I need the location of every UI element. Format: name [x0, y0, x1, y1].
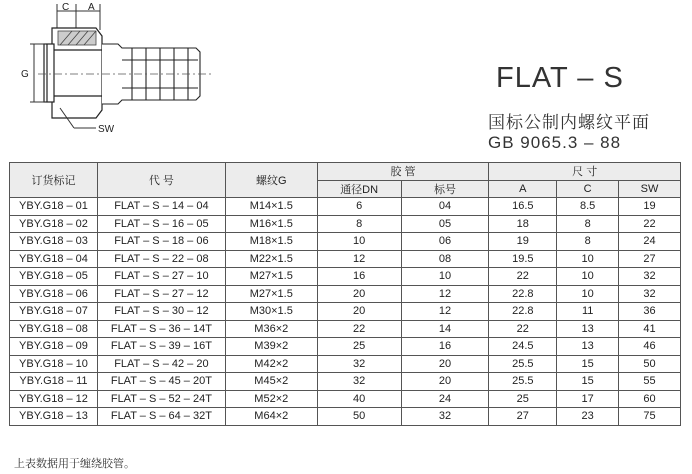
dim-label-g: G — [21, 69, 29, 80]
thread-cell: M42×2 — [225, 355, 317, 373]
hose-mark-cell: 05 — [401, 215, 489, 233]
table-row — [10, 285, 681, 303]
header-thread: 螺纹G — [225, 163, 317, 198]
hose-dn-cell: 32 — [317, 373, 401, 391]
sw-cell: 19 — [619, 198, 681, 216]
header-sw: SW — [619, 180, 681, 198]
order-code-cell: YBY.G18 – 12 — [10, 390, 98, 408]
c-cell: 8 — [557, 233, 619, 251]
c-cell: 15 — [557, 373, 619, 391]
product-title: FLAT – S — [496, 62, 624, 94]
nut-hatch — [58, 31, 96, 45]
hose-dn-cell: 16 — [317, 268, 401, 286]
table-row — [10, 198, 681, 216]
hose-mark-cell: 14 — [401, 320, 489, 338]
header-hose-group: 胶 管 — [317, 163, 489, 181]
thread-cell: M27×1.5 — [225, 285, 317, 303]
order-code-cell: YBY.G18 – 13 — [10, 408, 98, 426]
sw-cell: 32 — [619, 285, 681, 303]
sw-cell: 50 — [619, 355, 681, 373]
hose-mark-cell: 10 — [401, 268, 489, 286]
header-code: 代 号 — [97, 163, 225, 198]
code-cell: FLAT – S – 30 – 12 — [97, 303, 225, 321]
table-row — [10, 268, 681, 286]
dim-label-sw: SW — [98, 124, 115, 135]
sw-cell: 75 — [619, 408, 681, 426]
hose-mark-cell: 08 — [401, 250, 489, 268]
product-subtitle: 国标公制内螺纹平面 — [488, 113, 650, 132]
order-code-cell: YBY.G18 – 04 — [10, 250, 98, 268]
header-c: C — [557, 180, 619, 198]
order-code-cell: YBY.G18 – 02 — [10, 215, 98, 233]
sw-cell: 60 — [619, 390, 681, 408]
code-cell: FLAT – S – 42 – 20 — [97, 355, 225, 373]
a-cell: 16.5 — [489, 198, 557, 216]
c-cell: 15 — [557, 355, 619, 373]
c-cell: 13 — [557, 320, 619, 338]
thread-cell: M22×1.5 — [225, 250, 317, 268]
table-row — [10, 355, 681, 373]
table-row — [10, 338, 681, 356]
hose-dn-cell: 50 — [317, 408, 401, 426]
order-code-cell: YBY.G18 – 11 — [10, 373, 98, 391]
sw-cell: 36 — [619, 303, 681, 321]
hose-dn-cell: 8 — [317, 215, 401, 233]
c-cell: 8.5 — [557, 198, 619, 216]
thread-cell: M64×2 — [225, 408, 317, 426]
sw-cell: 32 — [619, 268, 681, 286]
hose-dn-cell: 25 — [317, 338, 401, 356]
code-cell: FLAT – S – 39 – 16T — [97, 338, 225, 356]
header-size-group: 尺 寸 — [489, 163, 681, 181]
hose-dn-cell: 20 — [317, 303, 401, 321]
a-cell: 22.8 — [489, 285, 557, 303]
hose-mark-cell: 20 — [401, 373, 489, 391]
c-cell: 10 — [557, 250, 619, 268]
hose-dn-cell: 10 — [317, 233, 401, 251]
c-cell: 10 — [557, 285, 619, 303]
thread-cell: M45×2 — [225, 373, 317, 391]
table-row — [10, 390, 681, 408]
flange — [44, 44, 54, 102]
hose-dn-cell: 40 — [317, 390, 401, 408]
thread-cell: M39×2 — [225, 338, 317, 356]
order-code-cell: YBY.G18 – 10 — [10, 355, 98, 373]
fitting-drawing — [0, 0, 230, 150]
code-cell: FLAT – S – 16 – 05 — [97, 215, 225, 233]
thread-cell: M52×2 — [225, 390, 317, 408]
code-cell: FLAT – S – 18 – 06 — [97, 233, 225, 251]
thread-cell: M30×1.5 — [225, 303, 317, 321]
hose-mark-cell: 12 — [401, 285, 489, 303]
a-cell: 18 — [489, 215, 557, 233]
dim-label-c: C — [62, 2, 70, 13]
hose-dn-cell: 6 — [317, 198, 401, 216]
a-cell: 24.5 — [489, 338, 557, 356]
table-row — [10, 233, 681, 251]
thread-cell: M36×2 — [225, 320, 317, 338]
footnote: 上表数据用于缠绕胶管。 — [14, 458, 135, 470]
code-cell: FLAT – S – 45 – 20T — [97, 373, 225, 391]
table-row — [10, 408, 681, 426]
code-cell: FLAT – S – 52 – 24T — [97, 390, 225, 408]
thread-cell: M16×1.5 — [225, 215, 317, 233]
spec-table — [9, 162, 681, 426]
order-code-cell: YBY.G18 – 05 — [10, 268, 98, 286]
c-cell: 8 — [557, 215, 619, 233]
sw-cell: 46 — [619, 338, 681, 356]
code-cell: FLAT – S – 22 – 08 — [97, 250, 225, 268]
sw-cell: 24 — [619, 233, 681, 251]
header-a: A — [489, 180, 557, 198]
hose-mark-cell: 16 — [401, 338, 489, 356]
standard-number: GB 9065.3 – 88 — [488, 133, 622, 152]
a-cell: 25.5 — [489, 355, 557, 373]
hose-mark-cell: 12 — [401, 303, 489, 321]
order-code-cell: YBY.G18 – 08 — [10, 320, 98, 338]
hose-dn-cell: 12 — [317, 250, 401, 268]
c-cell: 10 — [557, 268, 619, 286]
sw-cell: 41 — [619, 320, 681, 338]
hose-dn-cell: 20 — [317, 285, 401, 303]
order-code-cell: YBY.G18 – 07 — [10, 303, 98, 321]
order-code-cell: YBY.G18 – 03 — [10, 233, 98, 251]
a-cell: 25.5 — [489, 373, 557, 391]
c-cell: 13 — [557, 338, 619, 356]
c-cell: 23 — [557, 408, 619, 426]
c-cell: 17 — [557, 390, 619, 408]
header-hose-mark: 标号 — [401, 180, 489, 198]
hose-mark-cell: 20 — [401, 355, 489, 373]
a-cell: 22.8 — [489, 303, 557, 321]
table-row — [10, 320, 681, 338]
code-cell: FLAT – S – 64 – 32T — [97, 408, 225, 426]
order-code-cell: YBY.G18 – 06 — [10, 285, 98, 303]
table-row — [10, 215, 681, 233]
sw-cell: 22 — [619, 215, 681, 233]
table-row — [10, 250, 681, 268]
a-cell: 19.5 — [489, 250, 557, 268]
dim-label-a: A — [88, 2, 95, 13]
thread-cell: M14×1.5 — [225, 198, 317, 216]
thread-cell: M27×1.5 — [225, 268, 317, 286]
code-cell: FLAT – S – 14 – 04 — [97, 198, 225, 216]
a-cell: 22 — [489, 268, 557, 286]
sw-cell: 55 — [619, 373, 681, 391]
code-cell: FLAT – S – 27 – 10 — [97, 268, 225, 286]
c-cell: 11 — [557, 303, 619, 321]
header-order-code: 订货标记 — [10, 163, 98, 198]
thread-cell: M18×1.5 — [225, 233, 317, 251]
a-cell: 19 — [489, 233, 557, 251]
order-code-cell: YBY.G18 – 01 — [10, 198, 98, 216]
sw-cell: 27 — [619, 250, 681, 268]
code-cell: FLAT – S – 27 – 12 — [97, 285, 225, 303]
a-cell: 25 — [489, 390, 557, 408]
table-row — [10, 303, 681, 321]
hose-dn-cell: 32 — [317, 355, 401, 373]
hose-mark-cell: 32 — [401, 408, 489, 426]
order-code-cell: YBY.G18 – 09 — [10, 338, 98, 356]
table-row — [10, 373, 681, 391]
header-hose-dn: 通径DN — [317, 180, 401, 198]
a-cell: 22 — [489, 320, 557, 338]
header-row-1 — [10, 163, 681, 181]
hose-dn-cell: 22 — [317, 320, 401, 338]
hose-mark-cell: 04 — [401, 198, 489, 216]
a-cell: 27 — [489, 408, 557, 426]
hose-mark-cell: 06 — [401, 233, 489, 251]
hose-mark-cell: 24 — [401, 390, 489, 408]
code-cell: FLAT – S – 36 – 14T — [97, 320, 225, 338]
